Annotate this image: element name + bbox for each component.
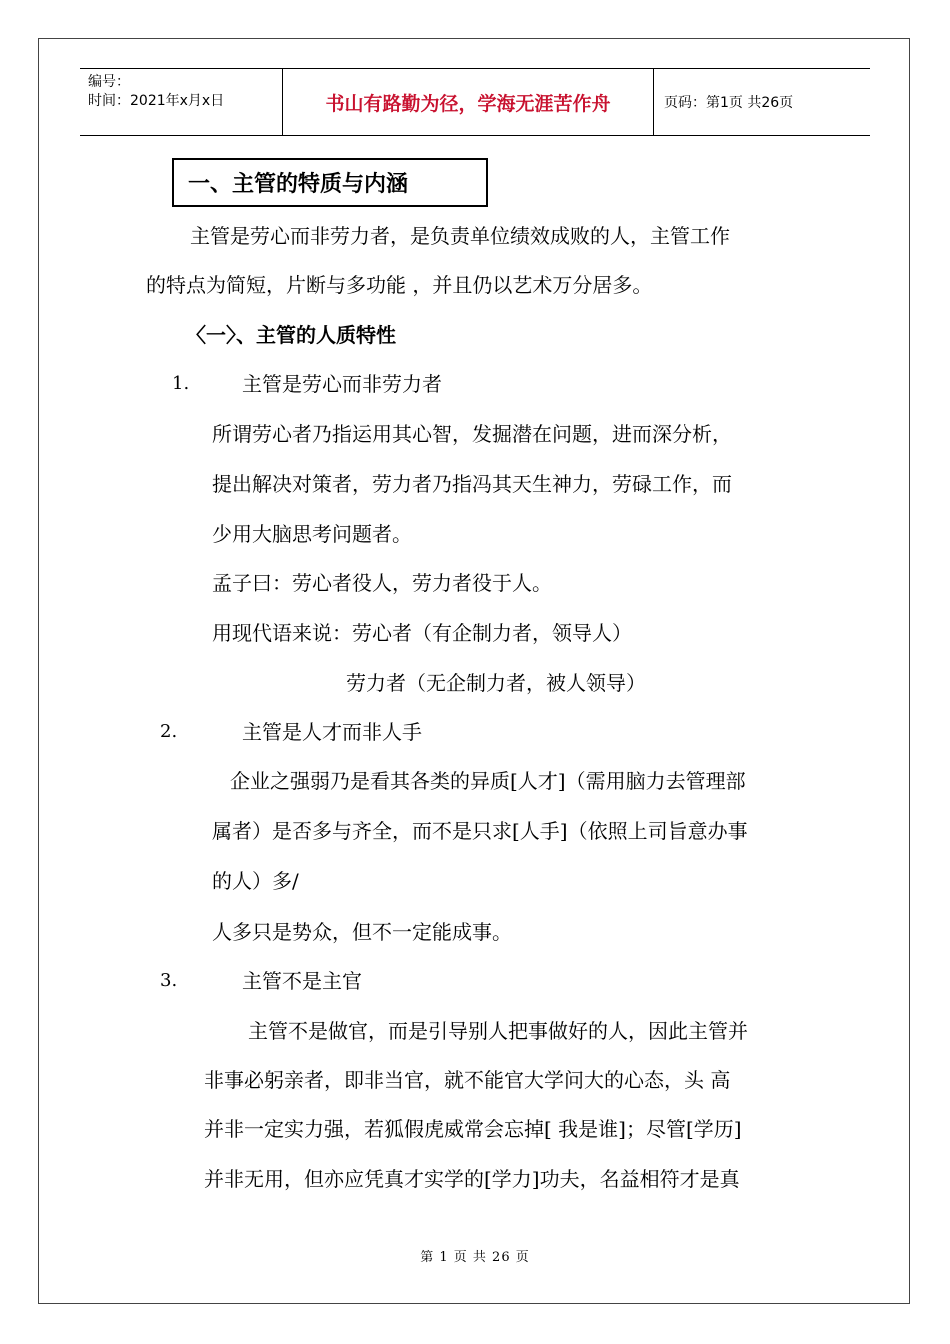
header-left-cell [80, 69, 282, 135]
number-label: 编号： [88, 74, 130, 90]
item-title: 主管是劳心而非劳力者 [242, 372, 442, 396]
item-title: 主管不是主官 [242, 969, 362, 993]
item-line: 用现代语来说：劳心者（有企制力者，领导人） [212, 621, 632, 645]
item-line: 少用大脑思考问题者。 [212, 522, 412, 546]
item-line: 人多只是势众，但不一定能成事。 [212, 920, 512, 944]
item-line: 所谓劳心者乃指运用其心智，发掘潜在问题，进而深分析， [212, 422, 732, 446]
item-line: 孟子曰：劳心者役人，劳力者役于人。 [212, 571, 552, 595]
intro-line-2: 的特点为简短，片断与多功能 ，并且仍以艺术万分居多。 [146, 273, 653, 297]
item-number: 3. [160, 970, 178, 991]
section-title: 一、主管的特质与内涵 [172, 158, 488, 207]
subsection-title: 〈一〉、主管的人质特性 [186, 323, 396, 347]
header-table [80, 68, 870, 136]
item-line: 的人）多/ [212, 869, 299, 893]
item-line: 提出解决对策者，劳力者乃指冯其天生神力，劳碌工作，而 [212, 472, 732, 496]
motto: 书山有路勤为径，学海无涯苦作舟 [282, 69, 654, 135]
time-label: 时间：2021年x月x日 [88, 93, 225, 109]
item-line: 并非一定实力强，若狐假虎威常会忘掉[ 我是谁]；尽管[学历] [204, 1117, 742, 1141]
item-line: 非事必躬亲者，即非当官，就不能官大学问大的心态，头 高 [204, 1068, 731, 1092]
item-line: 并非无用，但亦应凭真才实学的[学力]功夫，名益相符才是真 [204, 1167, 740, 1191]
page-info: 页码：第1页 共26页 [664, 95, 794, 111]
item-line: 企业之强弱乃是看其各类的异质[人才]（需用脑力去管理部 [230, 769, 746, 793]
page-footer: 第 1 页 共 26 页 [420, 1250, 530, 1265]
item-title: 主管是人才而非人手 [242, 720, 422, 744]
item-line: 主管不是做官，而是引导别人把事做好的人，因此主管并 [248, 1019, 748, 1043]
item-line: 劳力者（无企制力者，被人领导） [346, 671, 646, 695]
item-line: 属者）是否多与齐全，而不是只求[人手]（依照上司旨意办事 [212, 819, 748, 843]
item-number: 2. [160, 721, 178, 742]
item-number: 1. [172, 373, 190, 394]
intro-line-1: 主管是劳心而非劳力者，是负责单位绩效成败的人，主管工作 [190, 224, 730, 248]
